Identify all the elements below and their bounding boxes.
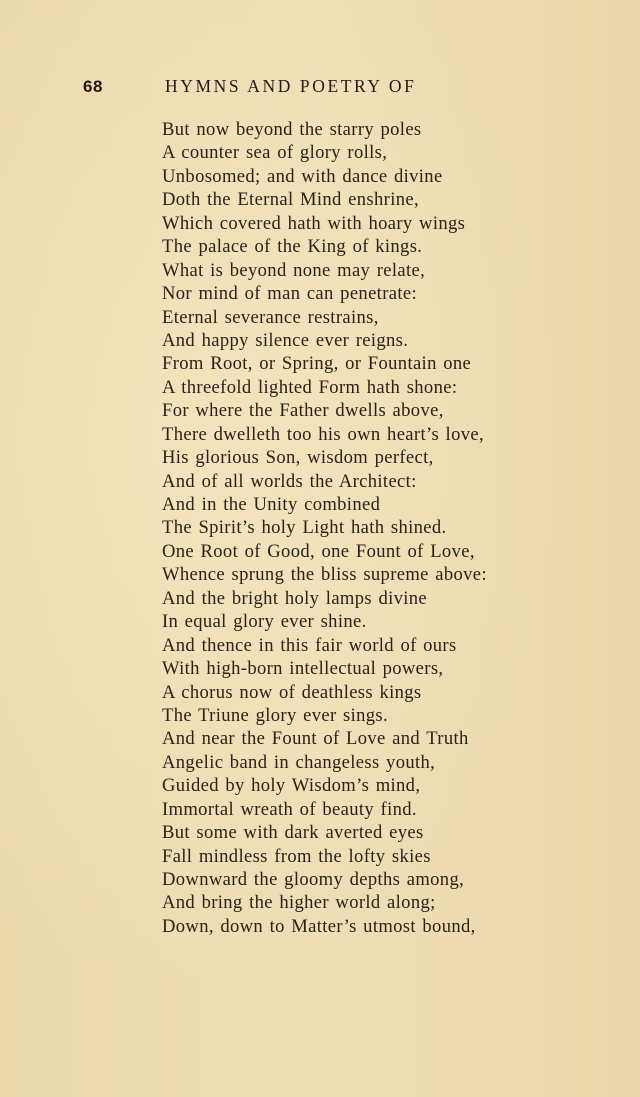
verse-line: And of all worlds the Architect: [162, 470, 417, 492]
verse-line: Fall mindless from the lofty skies [162, 845, 431, 867]
verse-line: And near the Fount of Love and Truth [162, 728, 469, 750]
verse-line: Angelic band in changeless youth, [162, 751, 436, 773]
verse-line: One Root of Good, one Fount of Love, [162, 540, 475, 562]
verse-line: Eternal severance restrains, [162, 306, 379, 328]
poem-verse [162, 118, 562, 938]
verse-line: His glorious Son, wisdom perfect, [162, 447, 434, 469]
verse-line: And thence in this fair world of ours [162, 634, 457, 656]
verse-line: From Root, or Spring, or Fountain one [162, 353, 472, 375]
verse-line: A chorus now of deathless kings [162, 681, 422, 703]
verse-line: Doth the Eternal Mind enshrine, [162, 189, 419, 211]
verse-line: And in the Unity combined [162, 494, 381, 515]
verse-line: The Triune glory ever sings. [162, 704, 388, 726]
verse-line: The palace of the King of kings. [162, 236, 423, 258]
verse-line: There dwelleth too his own heart’s love, [162, 423, 484, 445]
verse-line: Whence sprung the bliss supreme above: [162, 564, 487, 586]
verse-line: Unbosomed; and with dance divine [162, 165, 443, 187]
verse-line: The Spirit’s holy Light hath shined. [162, 517, 447, 539]
verse-line: Immortal wreath of beauty find. [162, 798, 417, 820]
verse-line: Which covered hath with hoary wings [162, 212, 466, 234]
verse-line: With high-born intellectual powers, [162, 658, 444, 680]
running-head [83, 77, 488, 103]
verse-line: A threefold lighted Form hath shone: [162, 376, 458, 398]
verse-line: But some with dark averted eyes [162, 822, 424, 844]
verse-line: Downward the gloomy depths among, [162, 869, 465, 890]
verse-line: For where the Father dwells above, [162, 400, 444, 422]
verse-line: And bring the higher world along; [162, 892, 436, 914]
verse-line: Down, down to Matter’s utmost bound, [162, 915, 476, 937]
page-number: 68 [83, 77, 103, 96]
verse-line: What is beyond none may relate, [162, 259, 426, 281]
verse-line: And the bright holy lamps divine [162, 587, 428, 609]
running-title: HYMNS AND POETRY OF [165, 76, 417, 96]
verse-line: A counter sea of glory rolls, [162, 142, 388, 164]
verse-line: Guided by holy Wisdom’s mind, [162, 775, 421, 797]
verse-line: And happy silence ever reigns. [162, 329, 409, 351]
verse-line: But now beyond the starry poles [162, 119, 422, 140]
verse-line: Nor mind of man can penetrate: [162, 283, 417, 305]
verse-line: In equal glory ever shine. [162, 611, 367, 633]
